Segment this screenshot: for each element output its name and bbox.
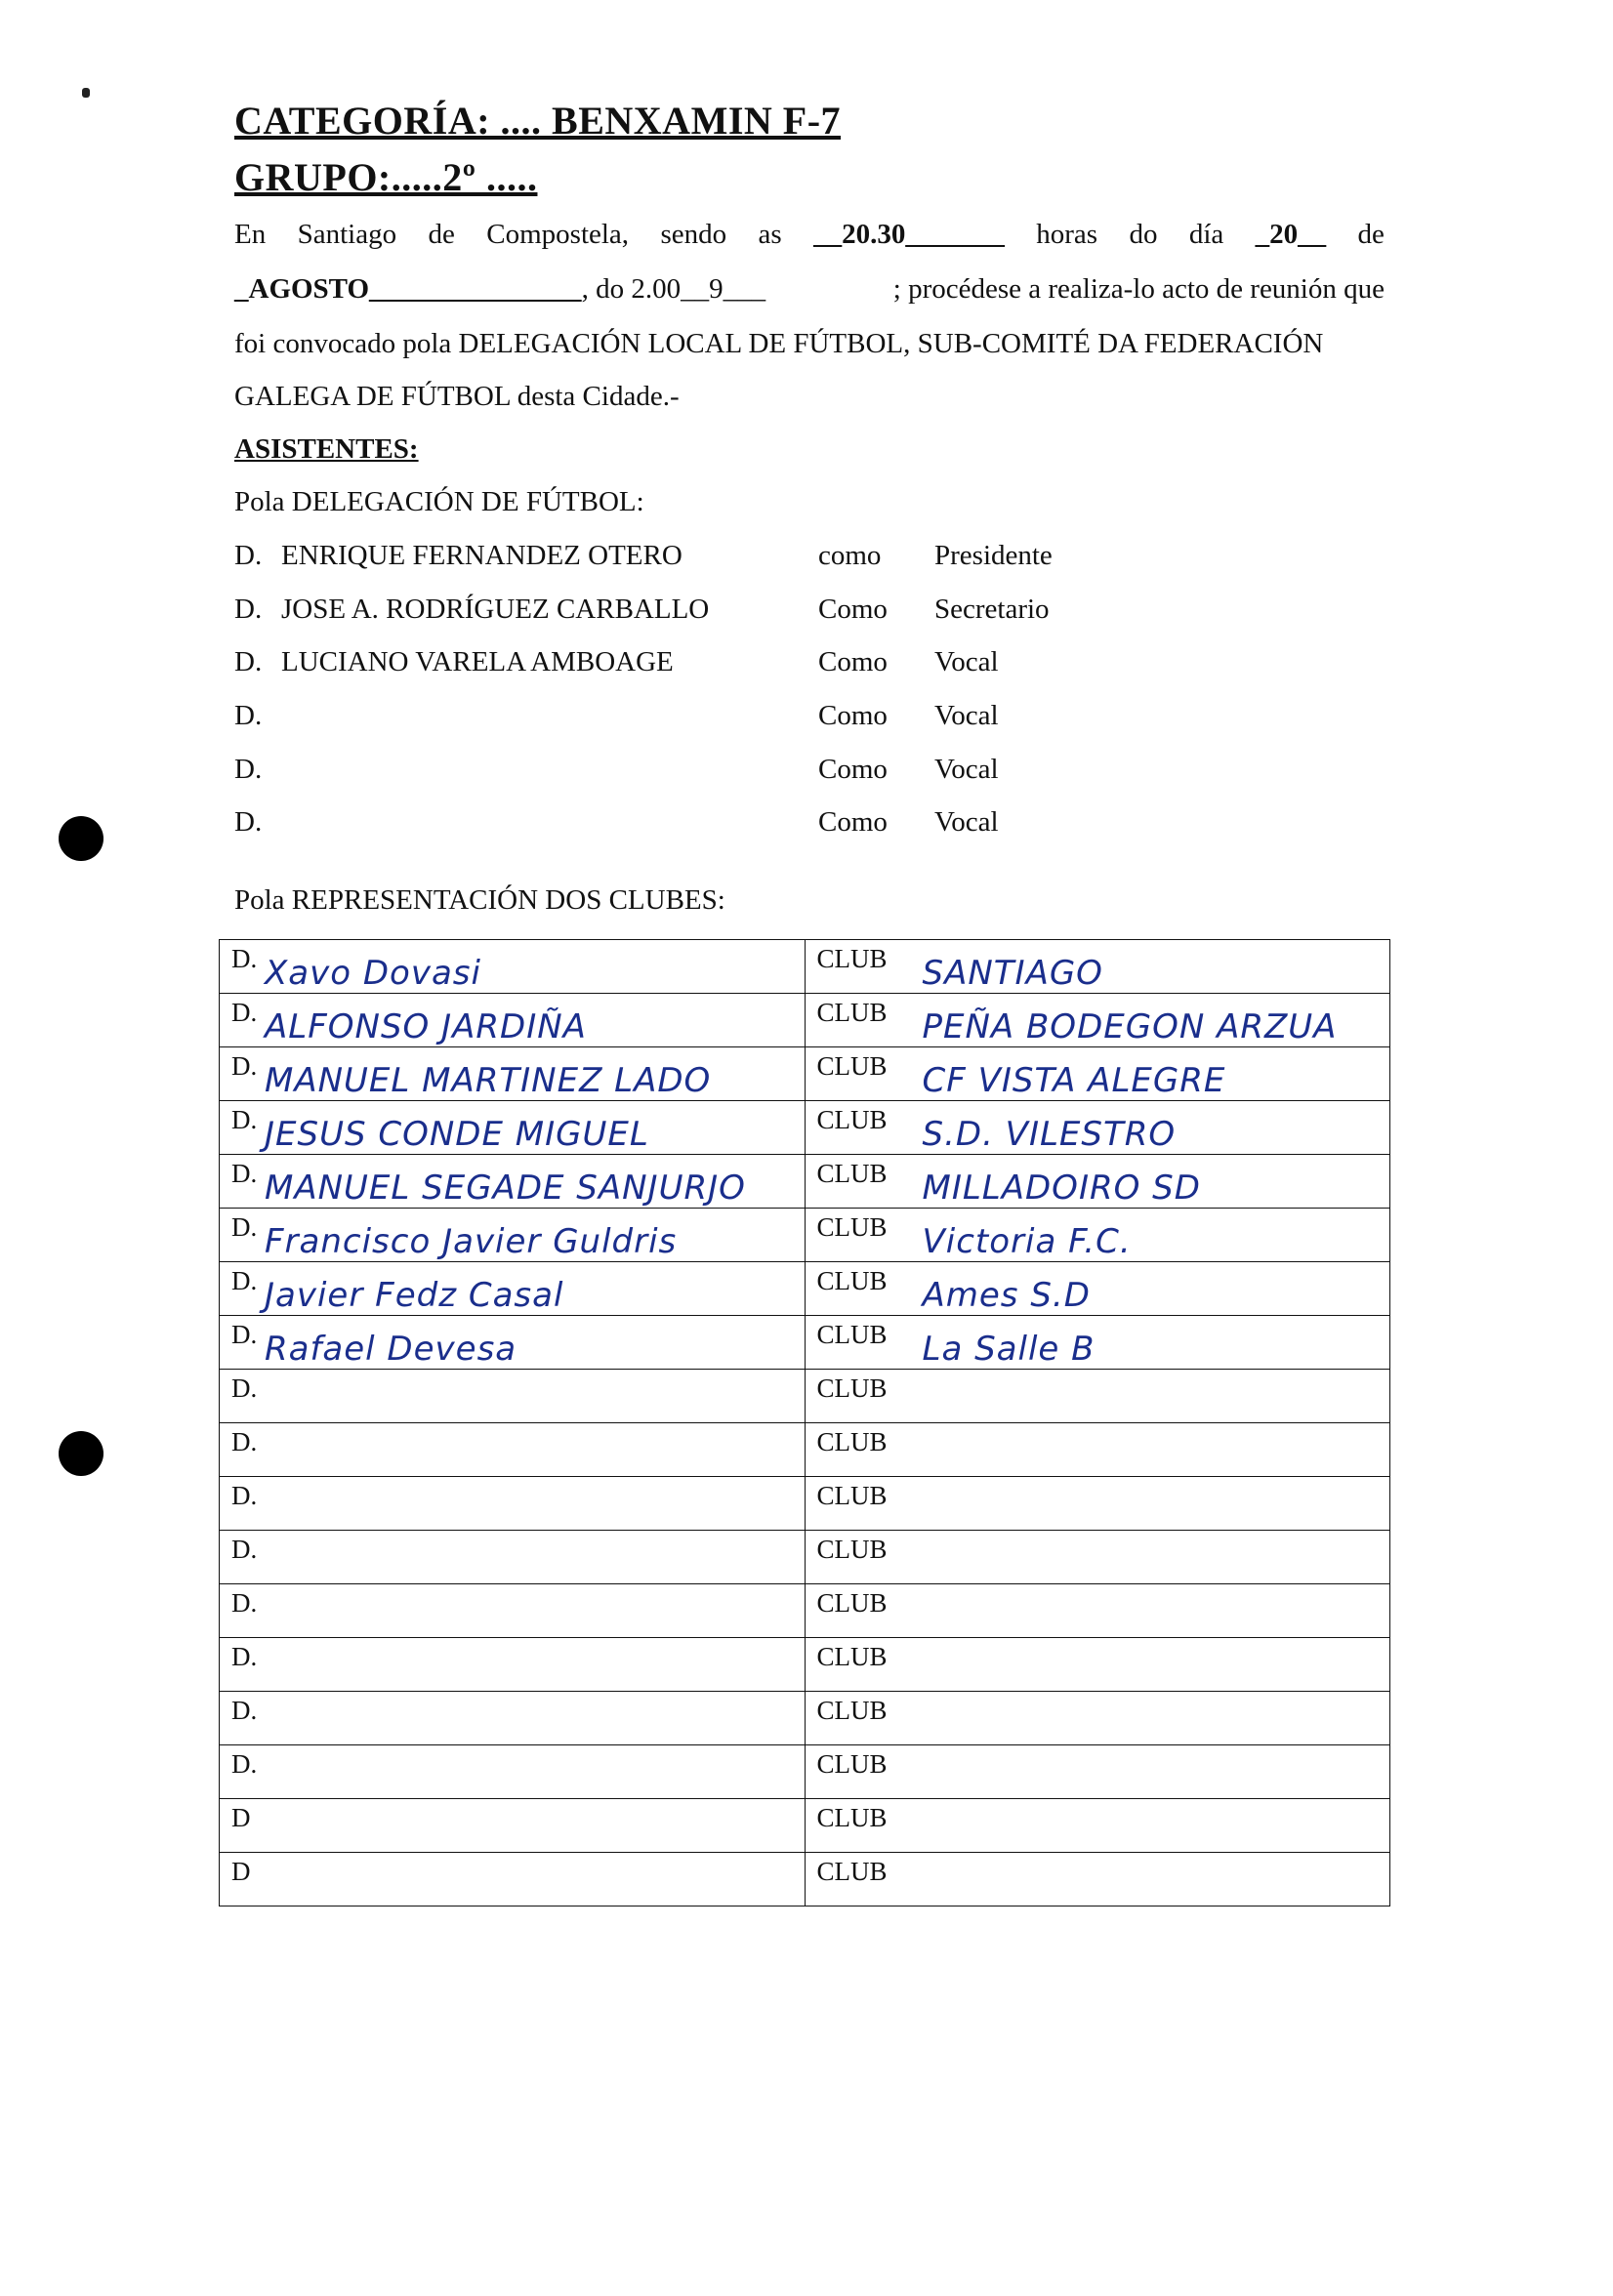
club-cell bbox=[805, 1370, 1390, 1423]
representative-prefix: D. bbox=[231, 1212, 258, 1242]
club-cell bbox=[805, 1477, 1390, 1531]
club-cell bbox=[805, 1853, 1390, 1906]
representative-cell bbox=[220, 1745, 806, 1799]
representative-cell bbox=[220, 1584, 806, 1638]
intro-word: do bbox=[1129, 219, 1158, 250]
handwritten-representative-name: ALFONSO JARDIÑA bbox=[265, 1007, 587, 1046]
representative-cell bbox=[220, 1799, 806, 1853]
representative-cell bbox=[220, 1101, 806, 1155]
club-cell bbox=[805, 1209, 1390, 1262]
member-name: LUCIANO VARELA AMBOAGE bbox=[281, 646, 674, 677]
member-prefix: D. bbox=[234, 646, 263, 677]
handwritten-club-name: La Salle B bbox=[922, 1330, 1096, 1369]
representative-prefix: D. bbox=[231, 944, 258, 973]
intro-word: Compostela, bbox=[486, 219, 630, 250]
club-label: CLUB bbox=[816, 1696, 888, 1725]
table-row bbox=[220, 1799, 1390, 1853]
representative-prefix: D. bbox=[231, 1481, 258, 1510]
club-cell bbox=[805, 1799, 1390, 1853]
meeting-hour: __20.30_______ bbox=[813, 219, 1005, 250]
table-row bbox=[220, 1316, 1390, 1370]
club-label: CLUB bbox=[816, 1803, 888, 1832]
representative-prefix: D. bbox=[231, 1051, 258, 1081]
representative-cell bbox=[220, 1209, 806, 1262]
club-label: CLUB bbox=[816, 1749, 888, 1779]
member-role: Vocal bbox=[934, 754, 999, 785]
table-row bbox=[220, 1101, 1390, 1155]
representative-cell bbox=[220, 1531, 806, 1584]
table-row bbox=[220, 1853, 1390, 1906]
punch-hole-bottom bbox=[59, 1431, 103, 1476]
representative-prefix: D. bbox=[231, 998, 258, 1027]
delegation-member bbox=[234, 754, 1113, 793]
group-title: GRUPO:.....2º ..... bbox=[234, 155, 538, 199]
member-role: Vocal bbox=[934, 806, 999, 838]
handwritten-club-name: Ames S.D bbox=[922, 1276, 1091, 1315]
member-name: JOSE A. RODRÍGUEZ CARBALLO bbox=[281, 594, 710, 625]
intro-line-3: foi convocado pola DELEGACIÓN LOCAL DE FÚTBOL, SUB-COMITÉ DA FEDERACIÓN bbox=[234, 328, 1324, 359]
representative-cell bbox=[220, 1692, 806, 1745]
member-como: Como bbox=[818, 806, 888, 838]
meeting-year: , do 2.00__9___ bbox=[581, 273, 766, 305]
representative-prefix: D. bbox=[231, 1105, 258, 1134]
club-cell bbox=[805, 1692, 1390, 1745]
scan-mark bbox=[82, 88, 90, 98]
table-row bbox=[220, 1531, 1390, 1584]
representative-cell bbox=[220, 1155, 806, 1209]
intro-word: de bbox=[1357, 219, 1385, 250]
club-cell bbox=[805, 1745, 1390, 1799]
club-label: CLUB bbox=[816, 1051, 888, 1081]
handwritten-representative-name: Javier Fedz Casal bbox=[265, 1276, 564, 1315]
table-row bbox=[220, 1262, 1390, 1316]
representative-prefix: D. bbox=[231, 1427, 258, 1456]
intro-line-1 bbox=[234, 219, 1385, 251]
representative-prefix: D. bbox=[231, 1588, 258, 1618]
club-label: CLUB bbox=[816, 1374, 888, 1403]
club-label: CLUB bbox=[816, 1535, 888, 1564]
club-label: CLUB bbox=[816, 1320, 888, 1349]
member-role: Vocal bbox=[934, 646, 999, 677]
club-label: CLUB bbox=[816, 1266, 888, 1295]
club-label: CLUB bbox=[816, 1857, 888, 1886]
representative-cell bbox=[220, 1477, 806, 1531]
representative-prefix: D. bbox=[231, 1320, 258, 1349]
club-cell bbox=[805, 1047, 1390, 1101]
representative-cell bbox=[220, 1047, 806, 1101]
clubs-heading: Pola REPRESENTACIÓN DOS CLUBES: bbox=[234, 884, 725, 916]
member-name: ENRIQUE FERNANDEZ OTERO bbox=[281, 540, 682, 571]
club-label: CLUB bbox=[816, 1481, 888, 1510]
table-row bbox=[220, 1209, 1390, 1262]
member-como: Como bbox=[818, 754, 888, 785]
club-label: CLUB bbox=[816, 1588, 888, 1618]
representative-cell bbox=[220, 1262, 806, 1316]
handwritten-representative-name: JESUS CONDE MIGUEL bbox=[265, 1115, 649, 1154]
representative-prefix: D. bbox=[231, 1159, 258, 1188]
club-cell bbox=[805, 1584, 1390, 1638]
handwritten-representative-name: Francisco Javier Guldris bbox=[265, 1222, 678, 1261]
intro-word: sendo bbox=[660, 219, 727, 250]
club-cell bbox=[805, 1638, 1390, 1692]
club-label: CLUB bbox=[816, 1159, 888, 1188]
member-como: como bbox=[818, 540, 882, 571]
delegation-member bbox=[234, 646, 1113, 685]
member-role: Vocal bbox=[934, 700, 999, 731]
representative-prefix: D. bbox=[231, 1374, 258, 1403]
delegation-member bbox=[234, 594, 1113, 633]
category-title: CATEGORÍA: .... BENXAMIN F-7 bbox=[234, 99, 842, 143]
representative-cell bbox=[220, 1370, 806, 1423]
handwritten-club-name: S.D. VILESTRO bbox=[922, 1115, 1177, 1154]
handwritten-club-name: MILLADOIRO SD bbox=[922, 1168, 1201, 1208]
table-row bbox=[220, 1370, 1390, 1423]
delegation-member bbox=[234, 806, 1113, 845]
intro-word: día bbox=[1188, 219, 1224, 250]
member-prefix: D. bbox=[234, 806, 263, 838]
representative-prefix: D bbox=[231, 1803, 251, 1832]
table-row bbox=[220, 994, 1390, 1047]
club-cell bbox=[805, 1316, 1390, 1370]
representative-prefix: D. bbox=[231, 1749, 258, 1779]
member-prefix: D. bbox=[234, 700, 263, 731]
table-row bbox=[220, 1047, 1390, 1101]
representative-prefix: D. bbox=[231, 1266, 258, 1295]
representative-cell bbox=[220, 994, 806, 1047]
intro-word: En bbox=[234, 219, 267, 250]
member-como: Como bbox=[818, 594, 888, 625]
delegation-member bbox=[234, 540, 1113, 579]
intro-word: de bbox=[428, 219, 455, 250]
intro-text: ; procédese a realiza-lo acto de reunión que bbox=[892, 273, 1385, 305]
table-row bbox=[220, 1423, 1390, 1477]
representative-prefix: D. bbox=[231, 1696, 258, 1725]
clubs-table-body bbox=[220, 940, 1390, 1906]
club-cell bbox=[805, 1423, 1390, 1477]
intro-word: horas bbox=[1036, 219, 1098, 250]
handwritten-club-name: CF VISTA ALEGRE bbox=[922, 1061, 1226, 1100]
intro-word: Santiago bbox=[297, 219, 397, 250]
member-como: Como bbox=[818, 700, 888, 731]
handwritten-club-name: SANTIAGO bbox=[922, 954, 1103, 993]
handwritten-club-name: Victoria F.C. bbox=[922, 1222, 1132, 1261]
club-cell bbox=[805, 1101, 1390, 1155]
handwritten-club-name: PEÑA BODEGON ARZUA bbox=[922, 1007, 1338, 1046]
representative-cell bbox=[220, 1316, 806, 1370]
table-row bbox=[220, 1477, 1390, 1531]
club-cell bbox=[805, 1262, 1390, 1316]
table-row bbox=[220, 1638, 1390, 1692]
intro-word: as bbox=[758, 219, 782, 250]
table-row bbox=[220, 1584, 1390, 1638]
club-label: CLUB bbox=[816, 1427, 888, 1456]
representative-prefix: D. bbox=[231, 1642, 258, 1671]
handwritten-representative-name: MANUEL MARTINEZ LADO bbox=[265, 1061, 712, 1100]
representative-cell bbox=[220, 1853, 806, 1906]
member-prefix: D. bbox=[234, 754, 263, 785]
intro-line-2 bbox=[234, 273, 1385, 306]
club-cell bbox=[805, 1155, 1390, 1209]
club-label: CLUB bbox=[816, 1212, 888, 1242]
member-como: Como bbox=[818, 646, 888, 677]
table-row bbox=[220, 1155, 1390, 1209]
club-label: CLUB bbox=[816, 998, 888, 1027]
handwritten-representative-name: Rafael Devesa bbox=[265, 1330, 517, 1369]
club-cell bbox=[805, 940, 1390, 994]
meeting-month: _AGOSTO_______________ bbox=[234, 273, 582, 305]
delegation-member bbox=[234, 700, 1113, 739]
club-label: CLUB bbox=[816, 1642, 888, 1671]
representative-cell bbox=[220, 1638, 806, 1692]
table-row bbox=[220, 1692, 1390, 1745]
club-label: CLUB bbox=[816, 944, 888, 973]
intro-line-4: GALEGA DE FÚTBOL desta Cidade.- bbox=[234, 381, 680, 412]
member-role: Presidente bbox=[934, 540, 1053, 571]
delegation-heading: Pola DELEGACIÓN DE FÚTBOL: bbox=[234, 486, 644, 517]
meeting-day: _20__ bbox=[1255, 219, 1327, 250]
member-prefix: D. bbox=[234, 594, 263, 625]
club-cell bbox=[805, 1531, 1390, 1584]
punch-hole-top bbox=[59, 816, 103, 861]
handwritten-representative-name: Xavo Dovasi bbox=[265, 954, 481, 993]
member-role: Secretario bbox=[934, 594, 1050, 625]
representative-cell bbox=[220, 940, 806, 994]
table-row bbox=[220, 940, 1390, 994]
handwritten-representative-name: MANUEL SEGADE SANJURJO bbox=[265, 1168, 746, 1208]
representative-prefix: D bbox=[231, 1857, 251, 1886]
clubs-table bbox=[219, 939, 1390, 1906]
club-cell bbox=[805, 994, 1390, 1047]
table-row bbox=[220, 1745, 1390, 1799]
representative-cell bbox=[220, 1423, 806, 1477]
member-prefix: D. bbox=[234, 540, 263, 571]
representative-prefix: D. bbox=[231, 1535, 258, 1564]
club-label: CLUB bbox=[816, 1105, 888, 1134]
attendees-heading: ASISTENTES: bbox=[234, 433, 419, 465]
